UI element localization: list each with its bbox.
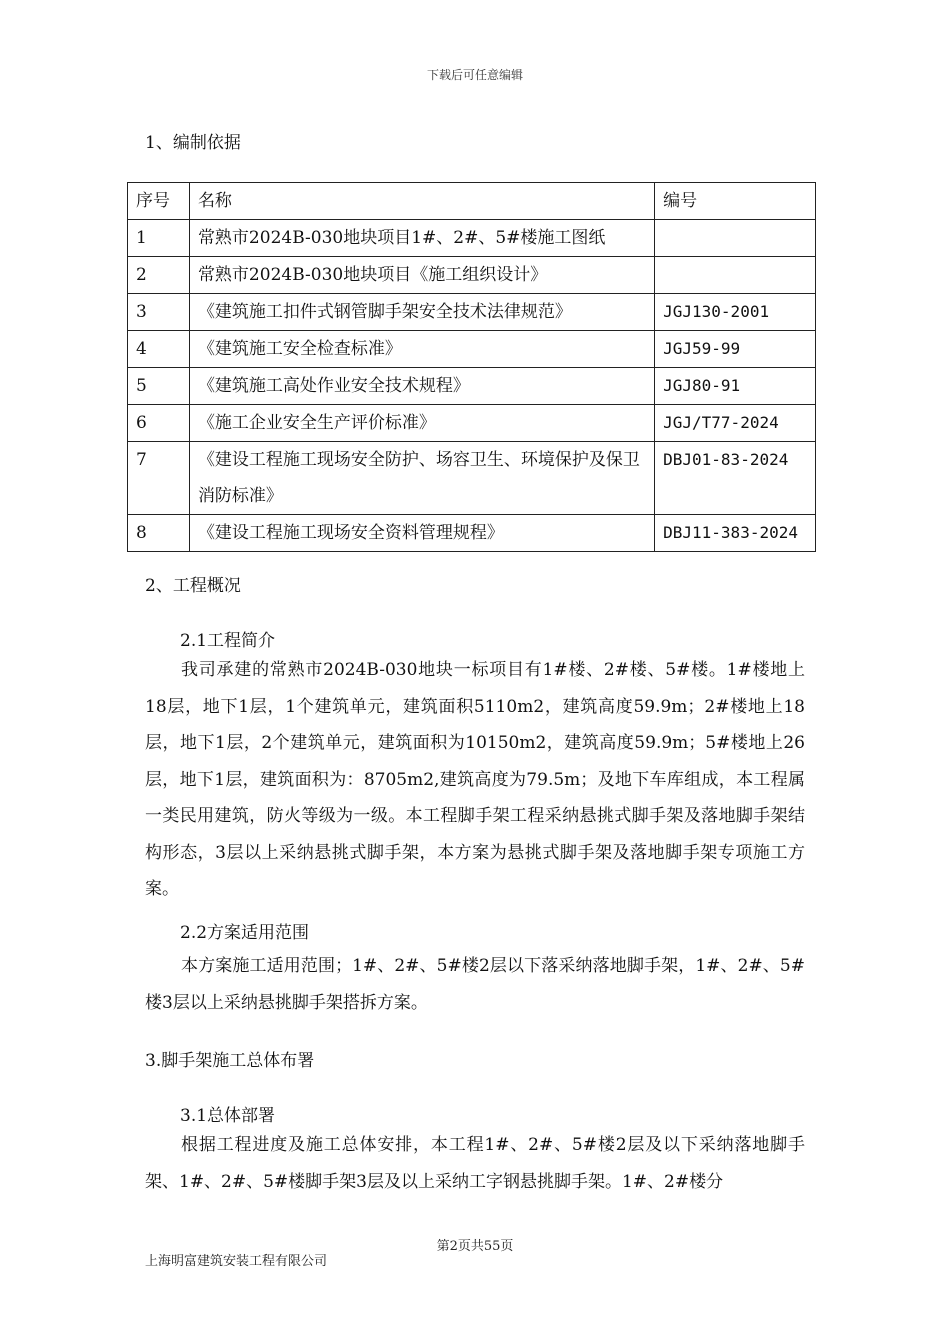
table-row <box>128 220 816 257</box>
row-index: 3 <box>128 294 190 331</box>
row-code: JGJ59-99 <box>655 331 816 368</box>
row-name: 《建筑施工扣件式钢管脚手架安全技术法律规范》 <box>189 294 654 331</box>
row-index: 5 <box>128 368 190 405</box>
row-index: 6 <box>128 405 190 442</box>
table-row <box>128 515 816 552</box>
row-index: 2 <box>128 257 190 294</box>
row-code: JGJ130-2001 <box>655 294 816 331</box>
row-index: 4 <box>128 331 190 368</box>
paragraph-scope: 本方案施工适用范围；1#、2#、5#楼2层以下落采纳落地脚手架，1#、2#、5#楼3层以上采纳悬挑脚手架搭拆方案。 <box>145 956 805 1013</box>
row-index: 7 <box>128 442 190 515</box>
row-name: 《建筑施工安全检查标准》 <box>189 331 654 368</box>
row-index: 1 <box>128 220 190 257</box>
reference-table <box>127 182 816 552</box>
subsection-title-scope: 2.2方案适用范围 <box>180 923 310 943</box>
subsection-title-intro: 2.1工程简介 <box>180 631 276 651</box>
table-row <box>128 405 816 442</box>
table-row <box>128 442 816 515</box>
row-name: 《建设工程施工现场安全防护、场容卫生、环境保护及保卫消防标准》 <box>189 442 654 515</box>
section-title-deployment: 3.脚手架施工总体布署 <box>145 1051 315 1071</box>
table-row <box>128 294 816 331</box>
table-row <box>128 331 816 368</box>
header-name: 名称 <box>189 183 654 220</box>
row-code: JGJ80-91 <box>655 368 816 405</box>
table-row <box>128 368 816 405</box>
company-name: 上海明富建筑安装工程有限公司 <box>145 1254 328 1269</box>
section-title-overview: 2、工程概况 <box>145 576 241 596</box>
paragraph-intro: 我司承建的常熟市2024B-030地块一标项目有1#楼、2#楼、5#楼。1#楼地上18层，地下1层，1个建筑单元，建筑面积5110m2，建筑高度59.9m；2#楼地上18层，地下1层，2个建筑单元，建筑面积为10150m2，建筑高度59.9m；5#楼地上26层，地下1层，建筑面积为：8705m2,建筑高度为79.5m；及地下车库组成，本工程属一类民用建筑，防火等级为一级。本工程脚手架工程采纳悬挑式脚手架及落地脚手架结构形态，3层以上采纳悬挑式脚手架，本方案为悬挑式脚手架及落地脚手架专项施工方案。 <box>145 660 805 899</box>
row-code: DBJ11-383-2024 <box>655 515 816 552</box>
row-code: DBJ01-83-2024 <box>655 442 816 515</box>
header-index: 序号 <box>128 183 190 220</box>
row-name: 常熟市2024B-030地块项目1#、2#、5#楼施工图纸 <box>189 220 654 257</box>
row-code <box>655 257 816 294</box>
page-number: 第2页共55页 <box>436 1239 514 1254</box>
table-header-row <box>128 183 816 220</box>
row-code <box>655 220 816 257</box>
row-name: 《建设工程施工现场安全资料管理规程》 <box>189 515 654 552</box>
row-index: 8 <box>128 515 190 552</box>
row-code: JGJ/T77-2024 <box>655 405 816 442</box>
table-row <box>128 257 816 294</box>
header-code: 编号 <box>655 183 816 220</box>
subsection-title-general: 3.1总体部署 <box>180 1106 276 1126</box>
row-name: 《建筑施工高处作业安全技术规程》 <box>189 368 654 405</box>
page-header: 下载后可任意编辑 <box>426 68 523 82</box>
paragraph-general: 根据工程进度及施工总体安排，本工程1#、2#、5#楼2层及以下采纳落地脚手架、1#、2#、5#楼脚手架3层及以上采纳工字钢悬挑脚手架。1#、2#楼分 <box>145 1135 805 1192</box>
row-name: 《施工企业安全生产评价标准》 <box>189 405 654 442</box>
row-name: 常熟市2024B-030地块项目《施工组织设计》 <box>189 257 654 294</box>
section-title-basis: 1、编制依据 <box>145 133 241 153</box>
